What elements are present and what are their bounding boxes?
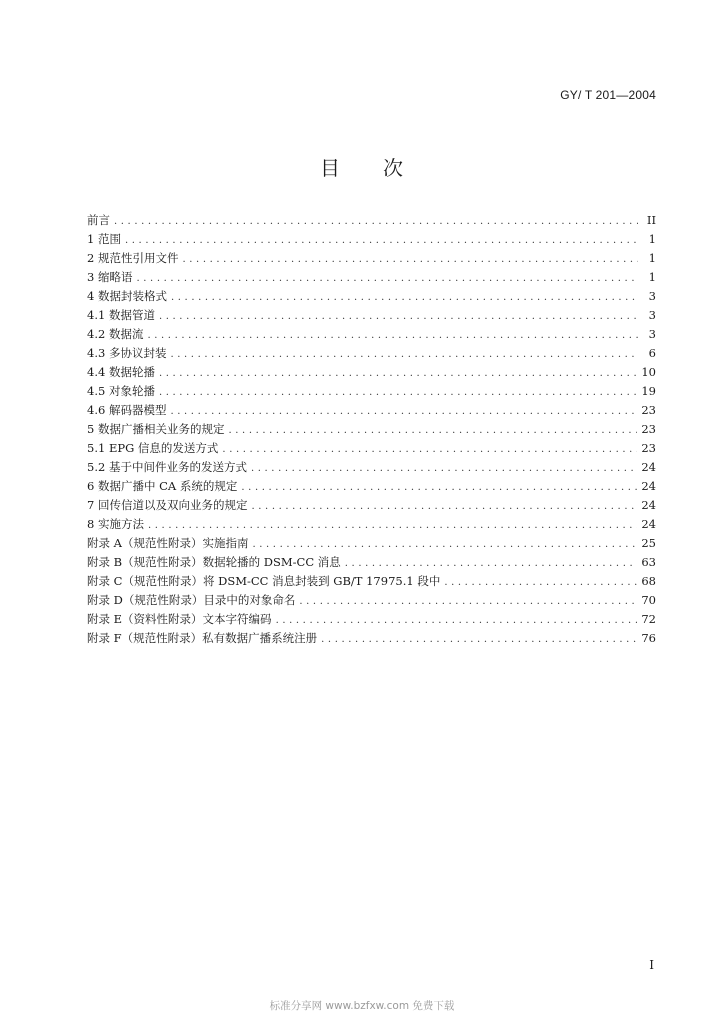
toc-entry[interactable] xyxy=(87,382,656,401)
toc-leader-dots xyxy=(159,307,638,326)
toc-entry[interactable] xyxy=(87,515,656,534)
toc-entry[interactable] xyxy=(87,439,656,458)
toc-leader-dots xyxy=(170,402,637,421)
toc-leader-dots xyxy=(444,573,637,592)
toc-entry-page: 19 xyxy=(641,384,656,398)
toc-entry-label: 7 回传信道以及双向业务的规定 xyxy=(87,498,248,512)
toc-entry-page: 72 xyxy=(641,612,656,626)
toc-leader-dots xyxy=(252,535,637,554)
toc-entry-page: 1 xyxy=(648,232,656,246)
toc-entry[interactable] xyxy=(87,553,656,572)
toc-entry-label: 4.4 数据轮播 xyxy=(87,365,155,379)
toc-entry[interactable] xyxy=(87,458,656,477)
toc-entry-page: 76 xyxy=(641,631,656,645)
toc-entry-page: 68 xyxy=(641,574,656,588)
toc-entry[interactable] xyxy=(87,287,656,306)
toc-entry[interactable] xyxy=(87,572,656,591)
toc-entry-page: 1 xyxy=(648,251,656,265)
toc-entry-label: 4.5 对象轮播 xyxy=(87,384,155,398)
toc-entry[interactable] xyxy=(87,629,656,648)
toc-entry-page: 3 xyxy=(648,308,656,322)
toc-leader-dots xyxy=(228,421,637,440)
toc-entry-page: 3 xyxy=(648,289,656,303)
toc-leader-dots xyxy=(159,383,637,402)
toc-entry-page: 24 xyxy=(641,479,656,493)
toc-entry[interactable] xyxy=(87,306,656,325)
toc-entry-page: 10 xyxy=(641,365,656,379)
toc-entry[interactable] xyxy=(87,477,656,496)
toc-leader-dots xyxy=(159,364,637,383)
toc-entry-label: 4.6 解码器模型 xyxy=(87,403,167,417)
toc-entry[interactable] xyxy=(87,249,656,268)
standard-code: GY/ T 201—2004 xyxy=(560,88,656,102)
toc-entry-page: 24 xyxy=(641,460,656,474)
toc-entry-page: 23 xyxy=(641,403,656,417)
toc-leader-dots xyxy=(251,459,637,478)
page-number: I xyxy=(649,958,654,972)
toc-entry-page: 24 xyxy=(641,517,656,531)
toc-entry-label: 2 规范性引用文件 xyxy=(87,251,179,265)
toc-entry[interactable] xyxy=(87,325,656,344)
table-of-contents xyxy=(87,211,656,648)
toc-leader-dots xyxy=(171,288,638,307)
toc-leader-dots xyxy=(147,326,638,345)
toc-entry-label: 5 数据广播相关业务的规定 xyxy=(87,422,225,436)
toc-leader-dots xyxy=(222,440,637,459)
toc-entry-page: II xyxy=(646,213,656,227)
toc-entry[interactable] xyxy=(87,211,656,230)
toc-entry-label: 5.1 EPG 信息的发送方式 xyxy=(87,441,219,455)
toc-leader-dots xyxy=(251,497,637,516)
toc-entry-label: 附录 D（规范性附录）目录中的对象命名 xyxy=(87,593,296,607)
toc-entry-label: 4.2 数据流 xyxy=(87,327,144,341)
toc-entry-label: 4 数据封装格式 xyxy=(87,289,167,303)
toc-entry[interactable] xyxy=(87,496,656,515)
toc-leader-dots xyxy=(276,611,638,630)
toc-entry-label: 附录 E（资料性附录）文本字符编码 xyxy=(87,612,272,626)
toc-entry-label: 8 实施方法 xyxy=(87,517,144,531)
toc-entry-page: 23 xyxy=(641,441,656,455)
toc-leader-dots xyxy=(299,592,637,611)
toc-entry[interactable] xyxy=(87,268,656,287)
watermark: 标准分享网 www.bzfxw.com 免费下载 xyxy=(269,1000,455,1012)
toc-leader-dots xyxy=(148,516,637,535)
toc-entry-page: 25 xyxy=(641,536,656,550)
toc-entry-page: 70 xyxy=(641,593,656,607)
toc-leader-dots xyxy=(114,212,638,231)
page-title: 目 次 xyxy=(320,156,404,180)
toc-entry-label: 6 数据广播中 CA 系统的规定 xyxy=(87,479,238,493)
toc-entry-page: 63 xyxy=(641,555,656,569)
toc-entry-label: 4.1 数据管道 xyxy=(87,308,155,322)
toc-entry-label: 5.2 基于中间件业务的发送方式 xyxy=(87,460,247,474)
toc-leader-dots xyxy=(136,269,638,288)
toc-leader-dots xyxy=(170,345,638,364)
toc-leader-dots xyxy=(182,250,638,269)
toc-leader-dots xyxy=(345,554,638,573)
toc-leader-dots xyxy=(321,630,637,649)
toc-entry[interactable] xyxy=(87,420,656,439)
toc-entry-label: 附录 C（规范性附录）将 DSM-CC 消息封装到 GB/T 17975.1 段中 xyxy=(87,574,441,588)
toc-leader-dots xyxy=(125,231,638,250)
toc-entry[interactable] xyxy=(87,344,656,363)
toc-entry[interactable] xyxy=(87,610,656,629)
toc-entry-label: 附录 A（规范性附录）实施指南 xyxy=(87,536,249,550)
toc-entry[interactable] xyxy=(87,363,656,382)
toc-entry-page: 6 xyxy=(648,346,656,360)
toc-entry[interactable] xyxy=(87,591,656,610)
toc-entry-page: 24 xyxy=(641,498,656,512)
toc-entry-label: 1 范围 xyxy=(87,232,121,246)
toc-entry-label: 3 缩略语 xyxy=(87,270,133,284)
toc-entry-label: 前言 xyxy=(87,213,110,227)
toc-entry[interactable] xyxy=(87,401,656,420)
toc-entry-page: 1 xyxy=(648,270,656,284)
toc-entry-page: 23 xyxy=(641,422,656,436)
toc-entry-label: 4.3 多协议封装 xyxy=(87,346,167,360)
toc-entry-page: 3 xyxy=(648,327,656,341)
toc-leader-dots xyxy=(241,478,637,497)
toc-entry-label: 附录 F（规范性附录）私有数据广播系统注册 xyxy=(87,631,318,645)
toc-entry-label: 附录 B（规范性附录）数据轮播的 DSM-CC 消息 xyxy=(87,555,341,569)
toc-entry[interactable] xyxy=(87,534,656,553)
toc-entry[interactable] xyxy=(87,230,656,249)
